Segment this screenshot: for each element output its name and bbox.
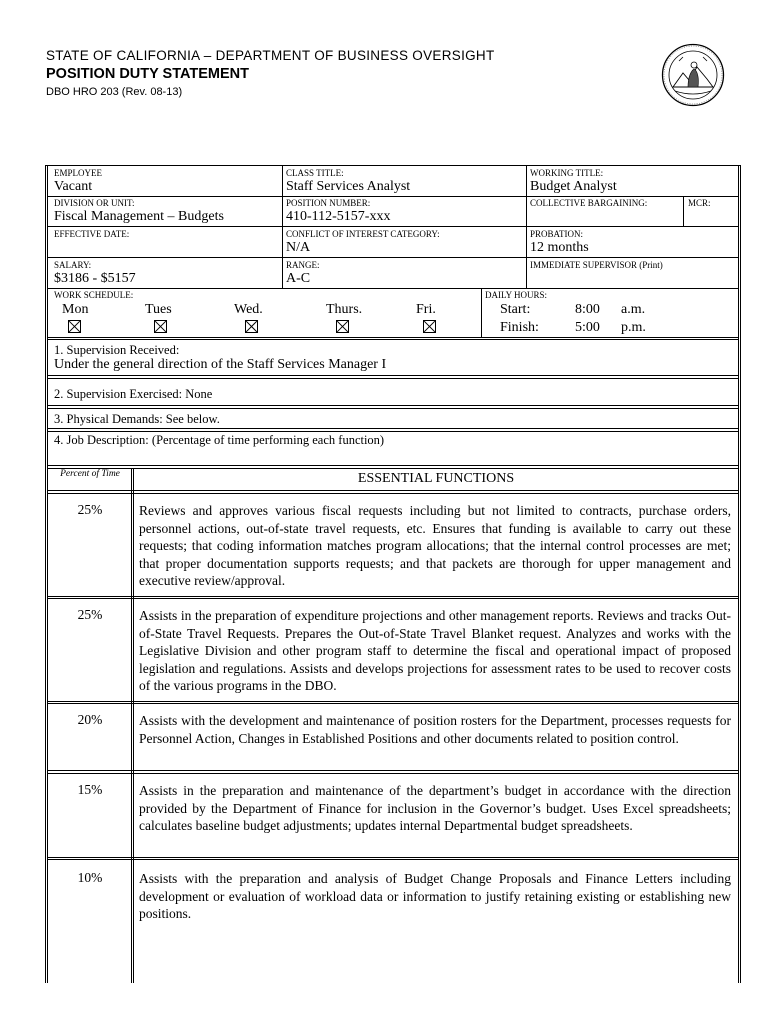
range-value: A-C bbox=[286, 271, 311, 286]
finish-time: 5:00 bbox=[575, 320, 600, 335]
day-wed-label: Wed. bbox=[234, 302, 263, 317]
percent-of-time-header: Percent of Time bbox=[60, 469, 120, 479]
day-thurs-label: Thurs. bbox=[326, 302, 363, 317]
salary-value: $3186 - $5157 bbox=[54, 271, 136, 286]
day-fri-label: Fri. bbox=[416, 302, 436, 317]
work-schedule-label: WORK SCHEDULE: bbox=[54, 290, 134, 300]
finish-label: Finish: bbox=[500, 320, 539, 335]
effective-date-label: EFFECTIVE DATE: bbox=[54, 229, 130, 239]
mcr-label: MCR: bbox=[688, 198, 711, 208]
finish-period: p.m. bbox=[621, 320, 646, 335]
function-row-2-percent: 25% bbox=[77, 607, 103, 622]
division-label: DIVISION OR UNIT: bbox=[54, 198, 135, 208]
function-row-3-percent: 20% bbox=[77, 712, 103, 727]
conflict-of-interest-value: N/A bbox=[286, 240, 311, 255]
agency-name: STATE OF CALIFORNIA – DEPARTMENT OF BUSINESS OVERSIGHT bbox=[46, 48, 495, 63]
supervision-exercised: 2. Supervision Exercised: None bbox=[54, 387, 213, 401]
day-fri-checkbox[interactable] bbox=[423, 320, 436, 333]
job-description-heading: 4. Job Description: (Percentage of time performing each function) bbox=[54, 433, 385, 447]
working-title-value: Budget Analyst bbox=[530, 179, 617, 194]
range-label: RANGE: bbox=[286, 260, 320, 270]
day-wed-checkbox[interactable] bbox=[245, 320, 258, 333]
supervisor-label: IMMEDIATE SUPERVISOR (Print) bbox=[530, 260, 663, 270]
function-row-1-text: Reviews and approves various fiscal requests including but not limited to contracts, purchase orders, personnel actions, out-of-state travel requests, etc. Ensures that funding is available to carry out these requests; that coding information matches program allocations; that the internal control processes are met; that proper documentation supports requests; and that packets are thorough for upper management and executive review/approval. bbox=[139, 503, 731, 588]
class-title-value: Staff Services Analyst bbox=[286, 179, 411, 194]
collective-bargaining-label: COLLECTIVE BARGAINING: bbox=[530, 198, 648, 208]
employee-label: EMPLOYEE bbox=[54, 168, 102, 178]
salary-label: SALARY: bbox=[54, 260, 92, 270]
function-row-5-text: Assists with the preparation and analysis of Budget Change Proposals and Finance Letters including development or evaluation of workload data or information to justify retaining existing or establishing new positions. bbox=[139, 871, 731, 921]
probation-value: 12 months bbox=[530, 240, 589, 255]
position-number-label: POSITION NUMBER: bbox=[286, 198, 371, 208]
essential-functions-title: ESSENTIAL FUNCTIONS bbox=[357, 471, 515, 486]
day-tues-label: Tues bbox=[145, 302, 172, 317]
start-period: a.m. bbox=[621, 302, 646, 317]
day-thurs-checkbox[interactable] bbox=[336, 320, 349, 333]
employee-value: Vacant bbox=[54, 179, 93, 194]
form-id: DBO HRO 203 (Rev. 08-13) bbox=[46, 86, 183, 98]
california-seal-icon bbox=[661, 43, 725, 107]
start-time: 8:00 bbox=[575, 302, 600, 317]
start-label: Start: bbox=[500, 302, 531, 317]
day-tues-checkbox[interactable] bbox=[154, 320, 167, 333]
day-mon-label: Mon bbox=[62, 302, 89, 317]
form-title: POSITION DUTY STATEMENT bbox=[46, 66, 250, 82]
function-row-4-text: Assists in the preparation and maintenance of the department’s budget in accordance with the direction provided by the Department of Finance for inclusion in the Governor’s budget. Uses Excel spreadsheets; calculates baseline budget adjustments; updates internal Departmental budget spreadsheets. bbox=[139, 783, 731, 833]
function-row-4-percent: 15% bbox=[77, 782, 103, 797]
function-row-5-percent: 10% bbox=[77, 870, 103, 885]
function-row-1-percent: 25% bbox=[77, 502, 103, 517]
physical-demands: 3. Physical Demands: See below. bbox=[54, 412, 220, 426]
working-title-label: WORKING TITLE: bbox=[530, 168, 604, 178]
position-number-value: 410-112-5157-xxx bbox=[286, 209, 391, 224]
function-row-3-text: Assists with the development and maintenance of position rosters for the Department, processes requests for Personnel Action, Changes in Established Positions and other documents related to position control. bbox=[139, 713, 731, 746]
division-value: Fiscal Management – Budgets bbox=[54, 209, 224, 224]
supervision-received-title: 1. Supervision Received: bbox=[54, 343, 180, 357]
daily-hours-label: DAILY HOURS: bbox=[485, 290, 548, 300]
function-row-2-text: Assists in the preparation of expenditure projections and other management reports. Reviews and tracks Out-of-State Travel Requests. Prepares the Out-of-State Travel Blanket request. Analyzes and works with the Legislative Division and other program staff to determine the fiscal and operational impact of proposed legislation and regulations. Assists and develops projections for assessment rates to be used to recover costs of the various programs in the DBO. bbox=[139, 608, 731, 693]
supervision-received-text: Under the general direction of the Staff Services Manager I bbox=[54, 357, 387, 372]
conflict-of-interest-label: CONFLICT OF INTEREST CATEGORY: bbox=[286, 229, 440, 239]
probation-label: PROBATION: bbox=[530, 229, 584, 239]
day-mon-checkbox[interactable] bbox=[68, 320, 81, 333]
class-title-label: CLASS TITLE: bbox=[286, 168, 344, 178]
